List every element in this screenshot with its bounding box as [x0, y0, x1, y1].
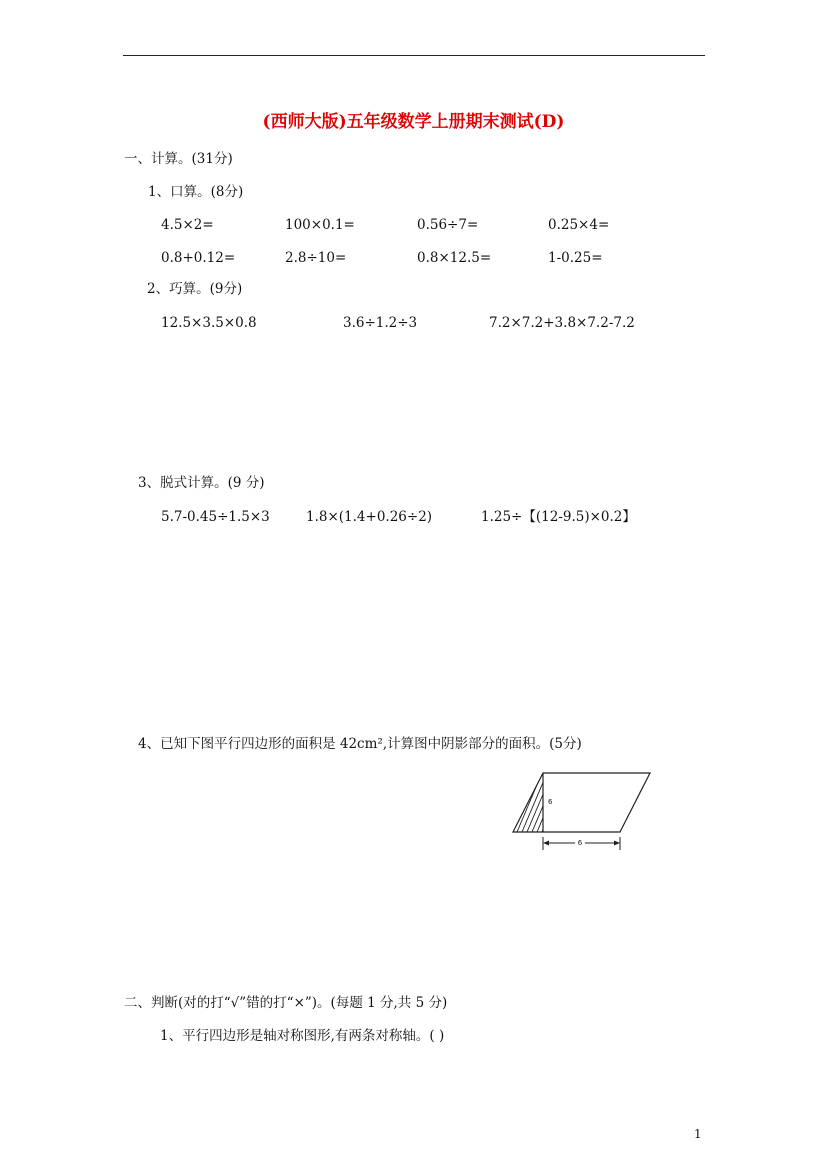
- arrow-left-icon: [543, 841, 549, 846]
- q3-item: 5.7-0.45÷1.5×3: [161, 509, 270, 525]
- q1-item: 4.5×2=: [161, 217, 214, 233]
- q2-item: 12.5×3.5×0.8: [161, 315, 257, 331]
- q1-item: 1-0.25=: [548, 250, 603, 266]
- q2-item: 7.2×7.2+3.8×7.2-7.2: [489, 315, 635, 331]
- header-rule: [123, 55, 705, 56]
- parallelogram-figure: [508, 766, 658, 852]
- q1-item: 100×0.1=: [285, 217, 355, 233]
- q3-heading: 3、脱式计算。(9 分): [138, 475, 265, 491]
- base-label: 6: [577, 839, 583, 847]
- q1-item: 0.56÷7=: [417, 217, 479, 233]
- page-number: 1: [694, 1127, 702, 1141]
- q1-item: 0.25×4=: [548, 217, 610, 233]
- page-title: (西师大版)五年级数学上册期末测试(D): [262, 112, 565, 132]
- q3-item: 1.8×(1.4+0.26÷2): [306, 509, 433, 525]
- q3-item: 1.25÷【(12-9.5)×0.2】: [481, 509, 636, 525]
- q4-heading: 4、已知下图平行四边形的面积是 42cm²,计算图中阴影部分的面积。(5分): [138, 736, 582, 752]
- q1-item: 0.8+0.12=: [161, 250, 236, 266]
- q2-item: 3.6÷1.2÷3: [343, 315, 418, 331]
- q1-heading: 1、口算。(8分): [148, 184, 244, 200]
- parallelogram-outline: [513, 773, 650, 832]
- q1-item: 0.8×12.5=: [417, 250, 492, 266]
- q2-heading: 2、巧算。(9分): [147, 281, 243, 297]
- judge-item: 1、平行四边形是轴对称图形,有两条对称轴。( ): [160, 1028, 445, 1044]
- section-2-heading: 二、判断(对的打“√”错的打“×”)。(每题 1 分,共 5 分): [124, 995, 448, 1011]
- height-label: 6: [548, 798, 553, 806]
- q1-item: 2.8÷10=: [285, 250, 347, 266]
- shaded-triangle: [517, 773, 567, 832]
- section-1-heading: 一、计算。(31分): [124, 151, 233, 167]
- arrow-right-icon: [614, 841, 620, 846]
